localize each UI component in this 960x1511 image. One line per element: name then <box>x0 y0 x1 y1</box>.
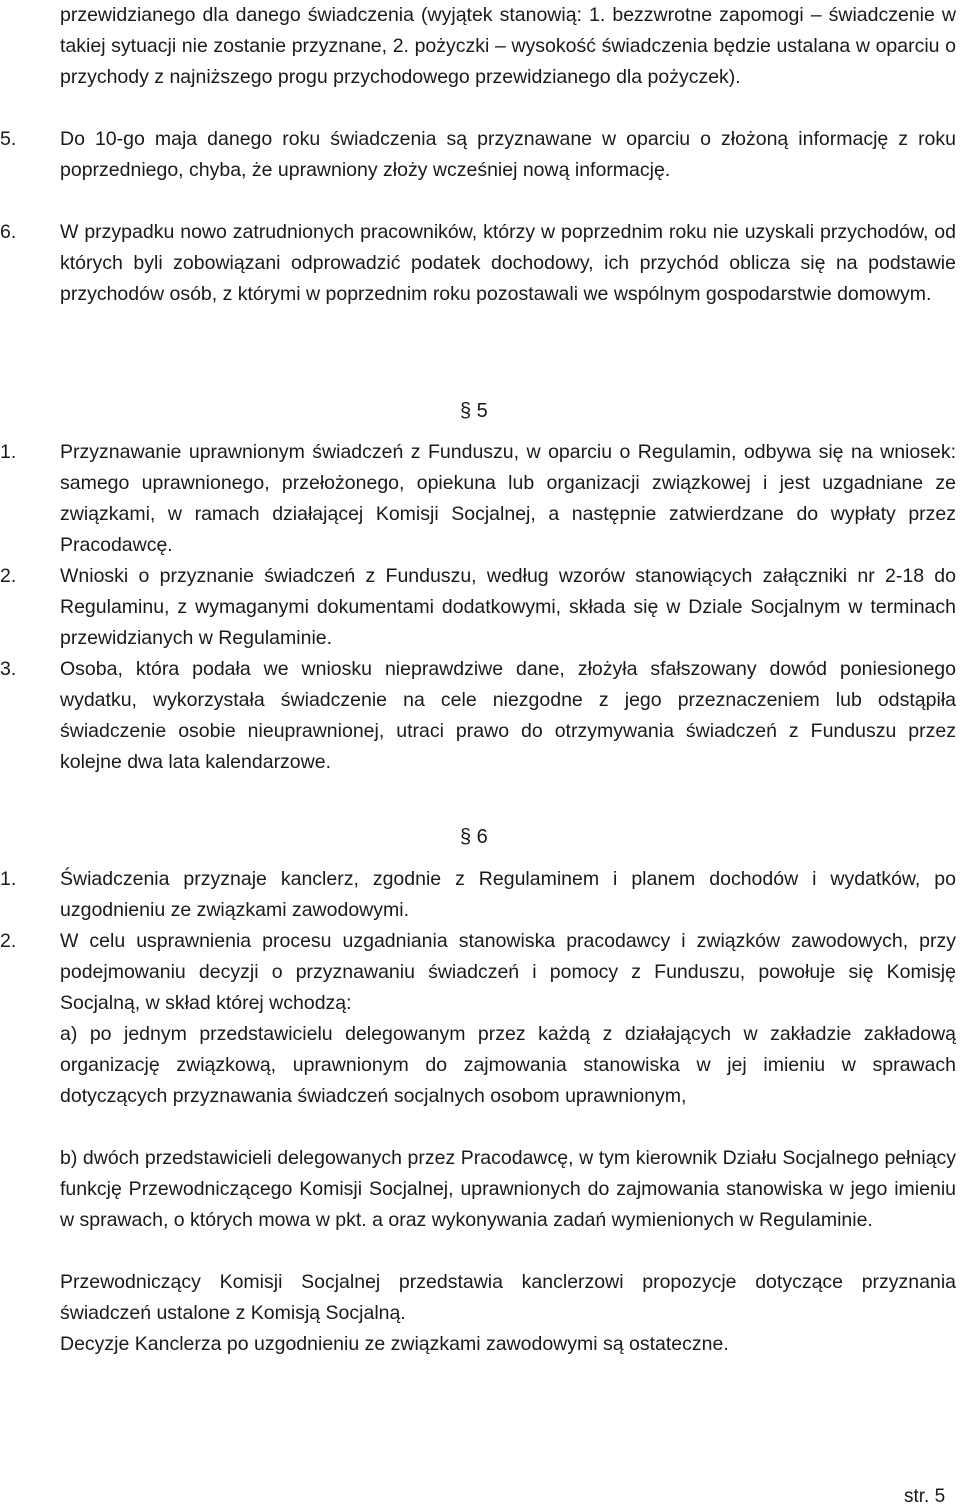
list-item-text: Przyznawanie uprawnionym świadczeń z Funduszu, w oparciu o Regulamin, odbywa się na wniosek: samego uprawnionego, przełożonego, opiekuna lub organizacji związkowej i jest uzgadniane ze związkami, w ramach działającej Komisji Socjalnej, a następnie zatwierdzane do wypłaty przez Pracodawcę. <box>60 441 956 556</box>
list-item-number: 6. <box>0 221 17 243</box>
section-heading-5: § 5 <box>460 400 488 422</box>
list-item-text: Osoba, która podała we wniosku nieprawdziwe dane, złożyła sfałszowany dowód poniesionego wydatku, wykorzystała świadczenie na cele niezgodne z jego przeznaczeniem lub odstąpiła świadczenie osobie nieuprawnionej, utraci prawo do otrzymywania świadczeń z Funduszu przez kolejne dwa lata kalendarzowe. <box>60 658 956 773</box>
subitem-b: b) dwóch przedstawicieli delegowanych przez Pracodawcę, w tym kierownik Działu Socjalnego pełniący funkcję Przewodniczącego Komisji Socjalnej, uprawnionych do zajmowania stanowiska w jego imieniu w sprawach, o których mowa w pkt. a oraz wykonywania zadań wymienionych w Regulaminie. <box>60 1147 956 1231</box>
list-item-number: 1. <box>0 868 17 890</box>
continuation-paragraph: przewidzianego dla danego świadczenia (wyjątek stanowią: 1. bezzwrotne zapomogi – świadczenie w takiej sytuacji nie zostanie przyznane, 2. pożyczki – wysokość świadczenia będzie ustalana w oparciu o przychody z najniższego progu przychodowego przewidzianego dla pożyczek). <box>60 4 956 88</box>
list-item-text: Świadczenia przyznaje kanclerz, zgodnie z Regulaminem i planem dochodów i wydatków, po uzgodnieniu ze związkami zawodowymi. <box>60 868 956 921</box>
page-number: str. 5 <box>904 1486 946 1507</box>
list-item-number: 1. <box>0 441 17 463</box>
list-item-number: 3. <box>0 658 17 680</box>
list-item-text: Do 10-go maja danego roku świadczenia są przyznawane w oparciu o złożoną informację z roku poprzedniego, chyba, że uprawniony złoży wcześniej nową informację. <box>60 128 956 181</box>
list-item-text: W celu usprawnienia procesu uzgadniania stanowiska pracodawcy i związków zawodowych, przy podejmowaniu decyzji o przyznawaniu świadczeń i pomocy z Funduszu, powołuje się Komisję Socjalną, w skład której wchodzą: <box>60 930 956 1014</box>
subitem-a: a) po jednym przedstawicielu delegowanym przez każdą z działających w zakładzie zakładową organizację związkową, uprawnionym do zajmowania stanowiska w jej imieniu w sprawach dotyczących przyznawania świadczeń socjalnych osobom uprawnionym, <box>60 1023 956 1107</box>
list-item-number: 5. <box>0 128 17 150</box>
list-item-text: W przypadku nowo zatrudnionych pracowników, którzy w poprzednim roku nie uzyskali przychodów, od których byli zobowiązani odprowadzić podatek dochodowy, ich przychód oblicza się na podstawie przychodów osób, z którymi w poprzednim roku pozostawali we wspólnym gospodarstwie domowym. <box>60 221 956 305</box>
list-item-number: 2. <box>0 565 17 587</box>
list-item-text: Wnioski o przyznanie świadczeń z Funduszu, według wzorów stanowiących załączniki nr 2-18 do Regulaminu, z wymaganymi dokumentami dodatkowymi, składa się w Dziale Socjalnym w terminach przewidzianych w Regulaminie. <box>60 565 956 649</box>
chair-paragraph: Przewodniczący Komisji Socjalnej przedstawia kanclerzowi propozycje dotyczące przyznania świadczeń ustalone z Komisją Socjalną. <box>60 1271 956 1324</box>
final-paragraph: Decyzje Kanclerza po uzgodnieniu ze związkami zawodowymi są ostateczne. <box>60 1333 729 1355</box>
section-heading-6: § 6 <box>460 826 488 848</box>
list-item-number: 2. <box>0 930 17 952</box>
